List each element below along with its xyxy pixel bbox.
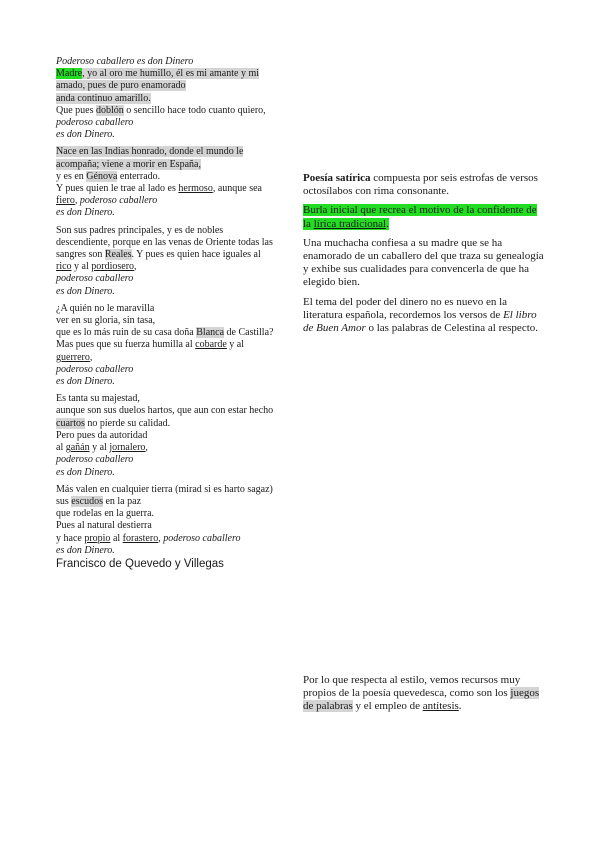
highlight-madre: Madre xyxy=(56,68,83,80)
refrain-line-2: es don Dinero. xyxy=(56,466,115,478)
commentary-genre: Poesía satírica compuesta por seis estrofas de versos octosílabos con rima consonante. xyxy=(303,172,538,198)
refrain-line-1: poderoso caballero xyxy=(56,117,134,129)
stanza-5: Es tanta su majestad, aunque son sus duelos hartos, que aun con estar hecho cuartos no pierde su calidad. Pero pues da autoridad al gañán y al jornalero, poderoso caballero es don Dinero. xyxy=(56,393,302,478)
stanza-2: Nace en las Indias honrado, donde el mundo le acompaña; viene a morir en España, y es en Génova enterrado. Y pues quien le trae al lado es hermoso, aunque sea fiero, poderoso caballero es don Dinero. xyxy=(56,146,302,219)
refrain-line-1: poderoso caballero xyxy=(56,273,134,285)
commentary-motif: Burla inicial que recrea el motivo de la confidente de la lírica tradicional. xyxy=(303,204,537,230)
refrain-line-2: es don Dinero. xyxy=(56,207,115,219)
stanza-1: Madre, yo al oro me humillo, él es mi amante y mi amado, pues de puro enamorado anda continuo amarillo. Que pues doblón o sencillo hace todo cuanto quiero, poderoso caballero es don Dinero. xyxy=(56,68,302,141)
commentary-theme: El tema del poder del dinero no es nuevo en la literatura española, recordemos los versos de El libro de Buen Amor o las palabras de Celestina al respecto. xyxy=(303,295,539,335)
refrain-line-2: es don Dinero. xyxy=(56,129,115,141)
commentary-style: Por lo que respecta al estilo, vemos recursos muy propios de la poesía quevedesca, como son los juegos de palabras y el empleo de antítesis. xyxy=(303,674,540,713)
stanza-3: Son sus padres principales, y es de nobles descendiente, porque en las venas de Oriente todas las sangres son Reales. Y pues es quien hace iguales al rico y al pordiosero, poderoso caballero es don Dinero. xyxy=(56,225,302,298)
stanza-4: ¿A quién no le maravilla ver en su gloria, sin tasa, que es lo más ruin de su casa doña Blanca de Castilla? Mas pues que su fuerza humilla al cobarde y al guerrero, poderoso caballero es don Dinero. xyxy=(56,303,302,388)
refrain-line-2: es don Dinero. xyxy=(56,544,115,556)
commentary-top xyxy=(303,172,547,341)
refrain-line-2: es don Dinero. xyxy=(56,285,115,297)
stanza-6: Más valen en cualquier tierra (mirad si es harto sagaz) sus escudos en la paz que rodelas en la guerra. Pues al natural destierra y hace propio al forastero, poderoso caballero es don Dinero. xyxy=(56,484,302,557)
refrain-line-2: es don Dinero. xyxy=(56,376,115,388)
poem-title: Poderoso caballero es don Dinero xyxy=(56,56,194,67)
refrain-line-1: poderoso caballero xyxy=(56,454,134,466)
commentary-bottom xyxy=(303,674,547,720)
refrain-line-1: poderoso caballero xyxy=(56,363,134,375)
author: Francisco de Quevedo y Villegas xyxy=(56,557,224,570)
poem xyxy=(56,56,302,571)
commentary-summary: Una muchacha confiesa a su madre que se ha enamorado de un caballero del que traza su genealogía y exhibe sus cualidades para convencerla de que ha elegido bien. xyxy=(303,236,544,289)
